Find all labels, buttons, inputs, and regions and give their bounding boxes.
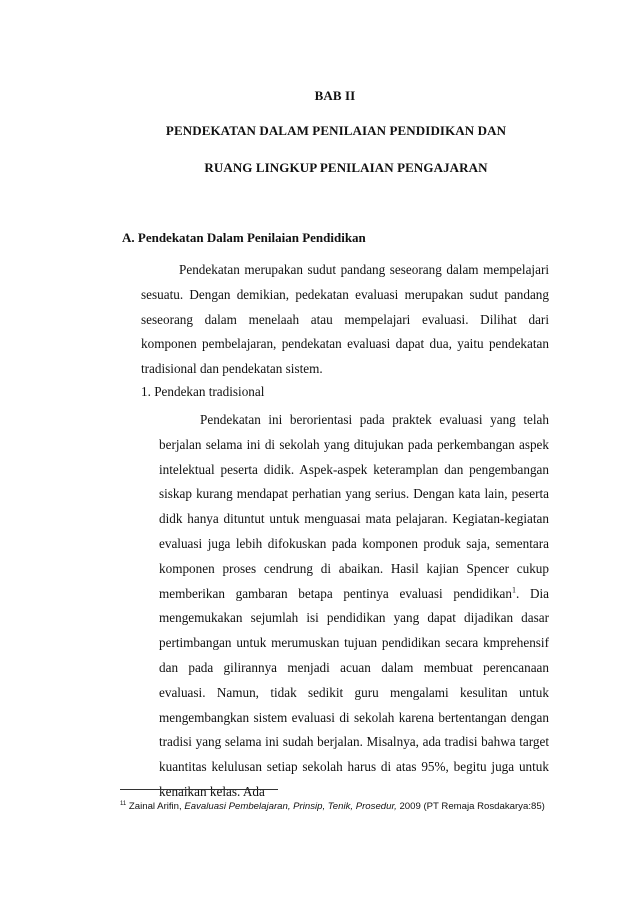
list-item-1: 1. Pendekan tradisional — [141, 384, 265, 399]
section-heading: A. Pendekatan Dalam Penilaian Pendidikan — [122, 230, 366, 245]
footnote-book-title: Eavaluasi Pembelajaran, Prinsip, Tenik, Prosedur, — [184, 801, 397, 812]
footnote-author: Zainal Arifin, — [126, 801, 185, 812]
paragraph-1 — [141, 258, 549, 382]
chapter-title-line2: RUANG LINGKUP PENILAIAN PENGAJARAN — [204, 160, 488, 175]
paragraph-2-text-b: . Dia mengemukakan sejumlah isi pendidikan yang dapat dijadikan dasar pertimbangan untuk merumuskan tujuan pendidikan secara kmprehensif dan pada gilirannya menjadi acuan dalam membuat perencanaan evaluasi. Namun, tidak sedikit guru mengalami kesulitan untuk mengembangkan sistem evaluasi di sekolah karena bertentangan dengan tradisi yang selama ini sudah berjalan. Misalnya, ada tradisi bahwa target kuantitas kelulusan setiap sekolah harus di atas 95%, begitu juga untuk kenaikan kelas. Ada — [159, 585, 549, 799]
paragraph-2-text-a: Pendekatan ini berorientasi pada praktek evaluasi yang telah berjalan selama ini di sekolah yang ditujukan pada perkembangan aspek intelektual peserta didik. Aspek-aspek keteramplan dan pengembangan siskap kurang mendapat perhatian yang serius. Dengan kata lain, peserta didk hanya dituntut untuk menguasai mata pelajaran. Kegiatan-kegiatan evaluasi juga lebih difokuskan pada komponen produk saja, sementara komponen proses cendrung di abaikan. Hasil kajian Spencer cukup memberikan gambaran betapa pentinya evaluasi pendidikan — [159, 412, 549, 601]
paragraph-2 — [159, 408, 549, 805]
footnote-publication: 2009 (PT Remaja Rosdakarya:85) — [396, 801, 545, 812]
footnote-separator — [120, 789, 278, 790]
chapter-title-line1: PENDEKATAN DALAM PENILAIAN PENDIDIKAN DAN — [165, 123, 507, 138]
chapter-label: BAB II — [314, 88, 356, 103]
footnote-reference[interactable]: 1 — [511, 585, 516, 595]
footnote-marker: 11 — [120, 800, 127, 807]
paragraph-1-text: Pendekatan merupakan sudut pandang seseorang dalam mempelajari sesuatu. Dengan demikian, pedekatan evaluasi merupakan sudut pandang seseorang dalam menelaah atau mempelajari evaluasi. Dilihat dari komponen pembelajaran, pendekatan evaluasi dapat dua, yaitu pendekatan tradisional dan pendekatan sistem. — [141, 262, 549, 377]
footnote — [120, 801, 590, 812]
